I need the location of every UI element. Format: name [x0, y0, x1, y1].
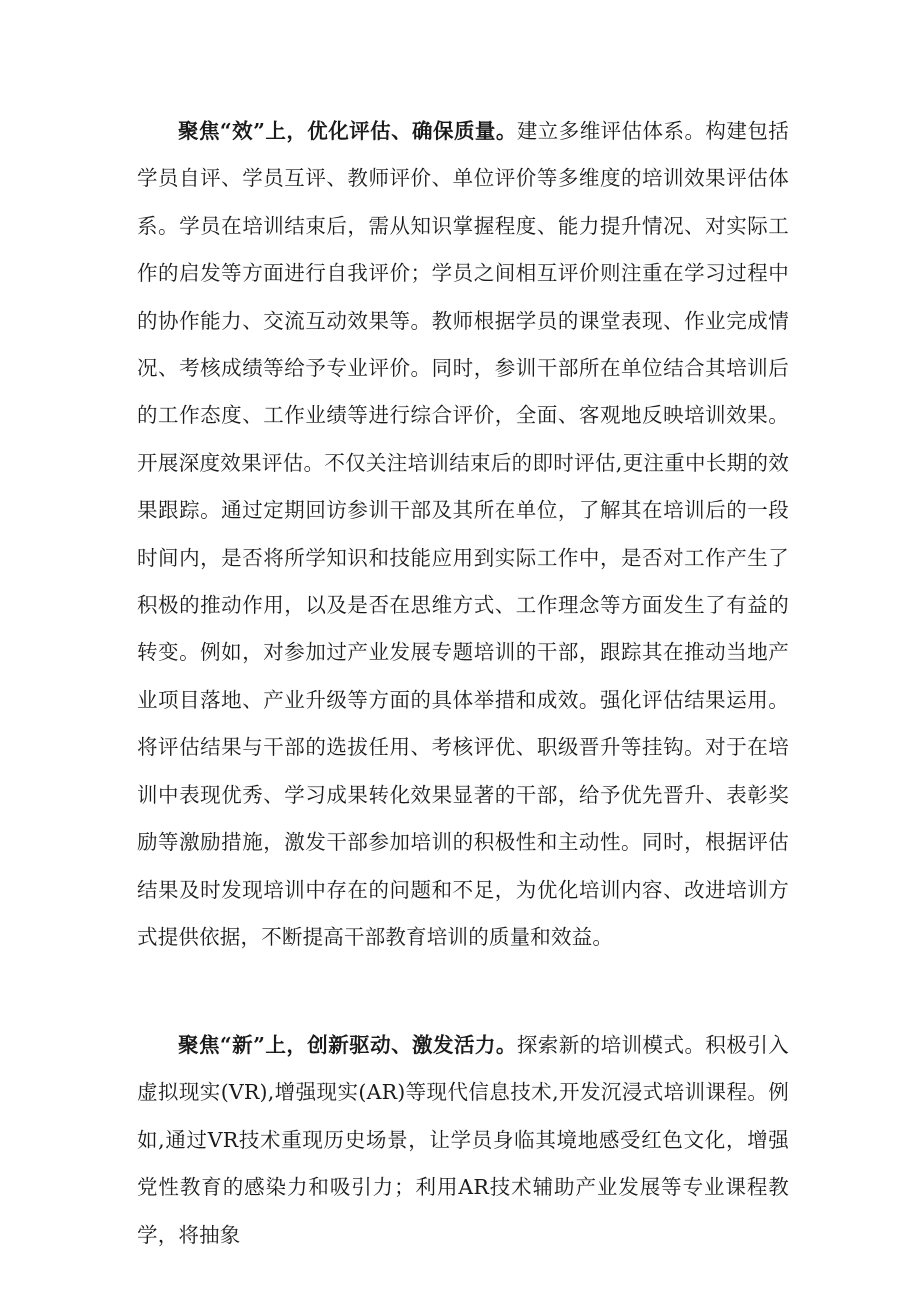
paragraph-innovation — [137, 1022, 789, 1259]
paragraph-body-text: 建立多维评估体系。构建包括学员自评、学员互评、教师评价、单位评价等多维度的培训效果评估体系。学员在培训结束后，需从知识掌握程度、能力提升情况、对实际工作的启发等方面进行自我评价；学员之间相互评价则注重在学习过程中的协作能力、交流互动效果等。教师根据学员的课堂表现、作业完成情况、考核成绩等给予专业评价。同时，参训干部所在单位结合其培训后的工作态度、工作业绩等进行综合评价，全面、客观地反映培训效果。开展深度效果评估。不仅关注培训结束后的即时评估,更注重中长期的效果跟踪。通过定期回访参训干部及其所在单位，了解其在培训后的一段时间内，是否将所学知识和技能应用到实际工作中，是否对工作产生了积极的推动作用，以及是否在思维方式、工作理念等方面发生了有益的转变。例如，对参加过产业发展专题培训的干部，跟踪其在推动当地产业项目落地、产业升级等方面的具体举措和成效。强化评估结果运用。将评估结果与干部的选拔任用、考核评优、职级晋升等挂钩。对于在培训中表现优秀、学习成果转化效果显著的干部，给予优先晋升、表彰奖励等激励措施，激发干部参加培训的积极性和主动性。同时，根据评估结果及时发现培训中存在的问题和不足，为优化培训内容、改进培训方式提供依据，不断提高干部教育培训的质量和效益。 — [137, 119, 789, 949]
paragraph-lead-heading: 聚焦“效”上，优化评估、确保质量。 — [178, 119, 517, 143]
paragraph-body-text: 探索新的培训模式。积极引入虚拟现实(VR),增强现实(AR)等现代信息技术,开发沉浸式培训课程。例如,通过VR技术重现历史场景，让学员身临其境地感受红色文化，增强党性教育的感染力和吸引力；利用AR技术辅助产业发展等专业课程教学，将抽象 — [137, 1033, 789, 1247]
paragraph-lead-heading: 聚焦“新”上，创新驱动、激发活力。 — [178, 1033, 517, 1057]
paragraph-evaluation — [137, 108, 789, 961]
